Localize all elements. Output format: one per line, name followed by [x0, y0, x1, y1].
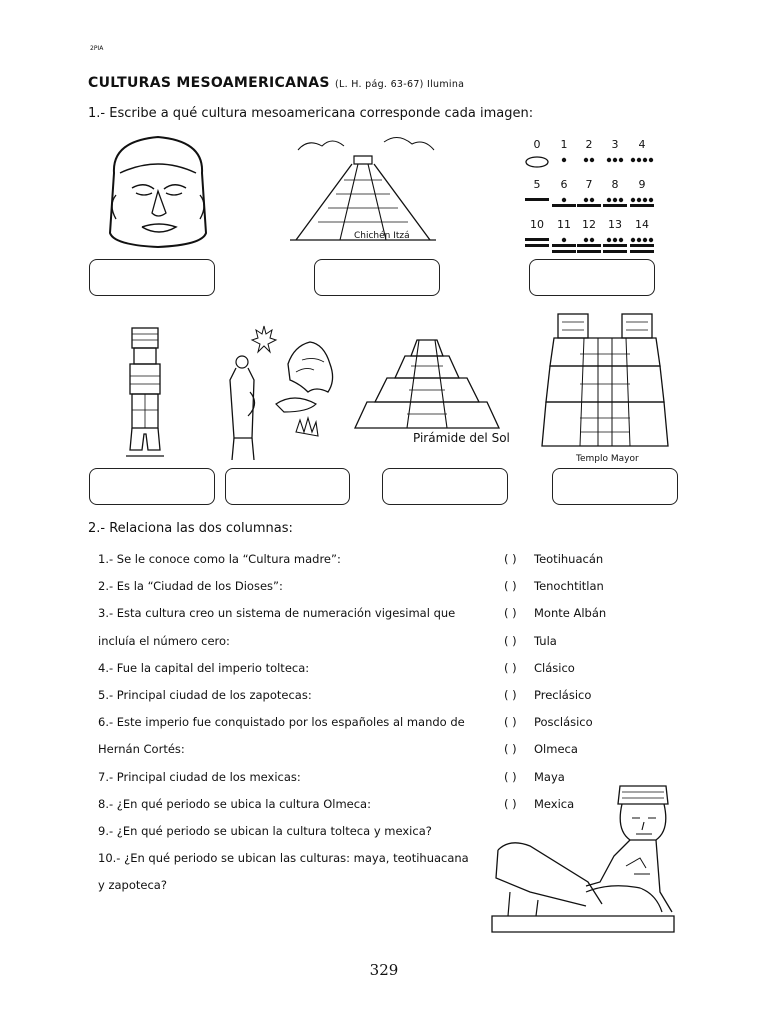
numeral-dot [584, 198, 588, 202]
match-option [504, 688, 591, 702]
answer-blank[interactable]: ( ) [504, 606, 517, 621]
maya-numerals-illustration [512, 134, 662, 252]
match-option [504, 742, 578, 756]
numeral-dot [631, 238, 635, 242]
answer-box-6[interactable] [382, 468, 508, 505]
numeral-bar [630, 244, 654, 247]
numeral-label: 9 [638, 178, 646, 191]
numeral-label: 10 [530, 218, 544, 231]
answer-blank[interactable]: ( ) [504, 579, 517, 594]
numeral-bar [603, 250, 627, 253]
numeral-dot [607, 238, 611, 242]
numeral-dot [607, 198, 611, 202]
option-label: Olmeca [534, 742, 578, 757]
templo-mayor-caption: Templo Mayor [576, 454, 639, 464]
numeral-bar [577, 250, 601, 253]
left-statement: 6.- Este imperio fue conquistado por los españoles al mando de [98, 715, 465, 730]
numeral-label: 3 [611, 138, 619, 151]
left-statement: Hernán Cortés: [98, 742, 185, 757]
numeral-dot [590, 238, 594, 242]
match-option [504, 634, 557, 648]
numeral-label: 0 [533, 138, 541, 151]
numeral-dot [613, 158, 617, 162]
numeral-dot [631, 158, 635, 162]
answer-box-5[interactable] [225, 468, 350, 505]
numeral-dot [584, 238, 588, 242]
question-1-prompt: 1.- Escribe a qué cultura mesoamericana corresponde cada imagen: [88, 106, 534, 121]
option-label: Tula [534, 633, 557, 648]
option-label: Posclásico [534, 715, 593, 730]
numeral-dot [637, 238, 641, 242]
answer-box-7[interactable] [552, 468, 678, 505]
option-label: Teotihuacán [534, 552, 604, 566]
numeral-bar [577, 244, 601, 247]
numeral-dot [649, 198, 653, 202]
answer-box-1[interactable] [89, 259, 215, 296]
numeral-label: 5 [533, 178, 541, 191]
match-option [504, 661, 575, 675]
numeral-dot [619, 158, 623, 162]
left-statement: 7.- Principal ciudad de los mexicas: [98, 769, 301, 784]
numeral-dot [590, 198, 594, 202]
numeral-dot [619, 198, 623, 202]
answer-blank[interactable]: ( ) [504, 715, 517, 730]
option-label: Tenochtitlan [534, 579, 604, 594]
numeral-label: 11 [557, 218, 571, 231]
left-statement: 1.- Se le conoce como la “Cultura madre”: [98, 552, 341, 566]
numeral-dot [637, 158, 641, 162]
numeral-label: 1 [560, 138, 568, 151]
numeral-label: 2 [585, 138, 593, 151]
numeral-label: 4 [638, 138, 646, 151]
numeral-dot [613, 198, 617, 202]
zero-shell-glyph [526, 157, 548, 167]
numeral-dot [643, 238, 647, 242]
left-statement: 9.- ¿En qué periodo se ubican la cultura tolteca y mexica? [98, 824, 432, 838]
option-label: Preclásico [534, 688, 592, 702]
numeral-bar [577, 204, 601, 207]
option-label: Monte Albán [534, 606, 607, 621]
option-label: Maya [534, 769, 565, 784]
match-option [504, 715, 593, 729]
numeral-bar [603, 204, 627, 207]
title-sub: (L. H. pág. 63-67) Ilumina [335, 79, 465, 90]
answer-blank[interactable]: ( ) [504, 688, 517, 702]
numeral-label: 14 [635, 218, 649, 231]
left-statement: 8.- ¿En qué periodo se ubica la cultura Olmeca: [98, 796, 371, 811]
answer-blank[interactable]: ( ) [504, 796, 517, 811]
chichen-itza-caption: Chichén Itzá [354, 231, 410, 241]
numeral-label: 12 [582, 218, 596, 231]
numeral-dot [562, 158, 566, 162]
answer-box-3[interactable] [529, 259, 655, 296]
match-option [504, 552, 603, 566]
numeral-bar [630, 250, 654, 253]
numeral-dot [649, 238, 653, 242]
answer-box-2[interactable] [314, 259, 440, 296]
numeral-dot [607, 158, 611, 162]
answer-blank[interactable]: ( ) [504, 633, 517, 648]
numeral-bar [552, 244, 576, 247]
numeral-dot [584, 158, 588, 162]
answer-box-4[interactable] [89, 468, 215, 505]
worksheet-code: 2PIA [90, 45, 104, 52]
numeral-label: 13 [608, 218, 622, 231]
option-label: Clásico [534, 660, 575, 675]
chichen-itza-illustration [288, 130, 438, 252]
atlante-tula-illustration [124, 324, 166, 460]
templo-mayor-illustration [540, 306, 670, 464]
numeral-bar [630, 204, 654, 207]
numeral-dot [649, 158, 653, 162]
chac-mool-illustration [490, 782, 676, 944]
left-statement: 3.- Esta cultura creo un sistema de numeración vigesimal que [98, 606, 456, 621]
match-option [504, 606, 606, 620]
numeral-dot [643, 198, 647, 202]
mexica-eagle-illustration [220, 320, 340, 466]
numeral-dot [619, 238, 623, 242]
piramide-del-sol-illustration [347, 332, 510, 448]
left-statement: 5.- Principal ciudad de los zapotecas: [98, 688, 312, 702]
title-main: CULTURAS MESOAMERICANAS [88, 75, 330, 91]
numeral-dot [613, 238, 617, 242]
left-statement: 2.- Es la “Ciudad de los Dioses”: [98, 579, 283, 594]
numeral-bar [525, 244, 549, 247]
left-statement: 4.- Fue la capital del imperio tolteca: [98, 660, 310, 675]
match-option [504, 579, 604, 593]
piramide-caption: Pirámide del Sol [413, 431, 510, 445]
olmec-head-illustration [102, 133, 214, 251]
numeral-dot [562, 198, 566, 202]
answer-blank[interactable]: ( ) [504, 742, 517, 757]
answer-blank[interactable]: ( ) [504, 769, 517, 784]
numeral-bar [603, 244, 627, 247]
numeral-dot [562, 238, 566, 242]
answer-blank[interactable]: ( ) [504, 552, 517, 566]
option-label: Mexica [534, 796, 575, 811]
numeral-label: 6 [560, 178, 568, 191]
numeral-bar [552, 204, 576, 207]
numeral-bar [525, 198, 549, 201]
numeral-bar [525, 238, 549, 241]
page-number: 329 [369, 961, 399, 979]
numeral-dot [631, 198, 635, 202]
numeral-dot [637, 198, 641, 202]
numeral-label: 7 [585, 178, 593, 191]
left-statement: y zapoteca? [98, 878, 167, 893]
numeral-bar [552, 250, 576, 253]
numeral-label: 8 [611, 178, 619, 191]
question-2-prompt: 2.- Relaciona las dos columnas: [88, 521, 293, 536]
numeral-dot [590, 158, 594, 162]
left-statement: 10.- ¿En qué periodo se ubican las culturas: maya, teotihuacana [98, 851, 469, 866]
numeral-dot [643, 158, 647, 162]
page-title [88, 75, 464, 91]
left-statement: incluía el número cero: [98, 633, 230, 648]
answer-blank[interactable]: ( ) [504, 660, 517, 675]
